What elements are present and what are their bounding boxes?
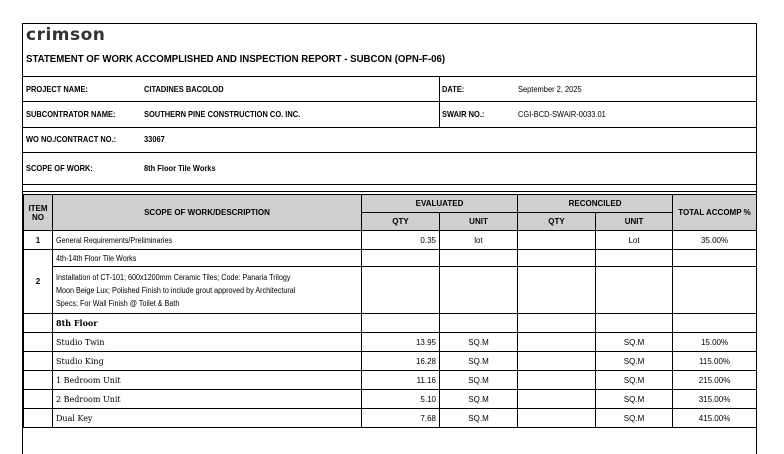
- reconciled-unit: SQ.M: [596, 390, 673, 409]
- item-description: General Requirements/Preliminaries: [56, 235, 173, 245]
- scope-header: SCOPE OF WORK/DESCRIPTION: [53, 195, 362, 231]
- evaluated-unit: lot: [440, 231, 518, 250]
- table-row: [24, 352, 757, 371]
- report-sheet: [22, 23, 757, 454]
- unit-type: Studio Twin: [53, 333, 362, 352]
- evaluated-qty-header: QTY: [362, 213, 440, 231]
- table-header-row: [24, 195, 757, 213]
- evaluated-unit: SQ.M: [440, 409, 518, 428]
- table-row: [24, 333, 757, 352]
- evaluated-unit-header: UNIT: [440, 213, 518, 231]
- unit-type: 1 Bedroom Unit: [53, 371, 362, 390]
- item-number: 1: [24, 231, 53, 250]
- reconciled-unit: SQ.M: [596, 352, 673, 371]
- total-accomp: 315.00%: [673, 390, 757, 409]
- total-accomp: 415.00%: [673, 409, 757, 428]
- table-row: [24, 231, 757, 250]
- total-accomp: 115.00%: [673, 352, 757, 371]
- unit-type: Studio King: [53, 352, 362, 371]
- accomplishment-table: [23, 194, 757, 428]
- unit-type: 2 Bedroom Unit: [53, 390, 362, 409]
- reconciled-qty: [518, 231, 596, 250]
- reconciled-unit: SQ.M: [596, 333, 673, 352]
- reconciled-header: RECONCILED: [518, 195, 673, 213]
- project-name-label: PROJECT NAME:: [26, 84, 88, 94]
- subcontractor-label: SUBCONTRATOR NAME:: [26, 109, 116, 119]
- unit-type: Dual Key: [53, 409, 362, 428]
- evaluated-qty: 5.10: [362, 390, 440, 409]
- project-name-value: CITADINES BACOLOD: [144, 84, 224, 94]
- item-no-header: ITEM NO: [24, 195, 53, 231]
- floor-label: 8th Floor: [53, 314, 362, 333]
- swair-label: SWAIR NO.:: [442, 109, 485, 119]
- total-accomp-header: TOTAL ACCOMP %: [673, 195, 757, 231]
- contract-no-label: WO NO./CONTRACT NO.:: [26, 134, 117, 144]
- total-accomp: 35.00%: [673, 231, 757, 250]
- evaluated-qty: 7.68: [362, 409, 440, 428]
- reconciled-qty-header: QTY: [518, 213, 596, 231]
- table-row: [24, 371, 757, 390]
- date-value: September 2, 2025: [518, 84, 582, 94]
- evaluated-unit: SQ.M: [440, 371, 518, 390]
- evaluated-unit: SQ.M: [440, 352, 518, 371]
- table-row: [24, 250, 757, 267]
- item-number: 2: [24, 250, 53, 314]
- table-row: [24, 267, 757, 314]
- reconciled-unit: Lot: [596, 231, 673, 250]
- evaluated-qty: 0.35: [362, 231, 440, 250]
- subcontractor-value: SOUTHERN PINE CONSTRUCTION CO. INC.: [144, 109, 301, 119]
- evaluated-unit: SQ.M: [440, 333, 518, 352]
- item-description: Installation of CT-101; 600x1200mm Ceramic Tiles; Code: Panaria Trilogy Moon Beige Lux; Polished Finish to include grout approved by Architectural Specs; For Wall Finish @ Toilet & Bath: [53, 267, 362, 314]
- date-label: DATE:: [442, 84, 465, 94]
- item-subheading: 4th-14th Floor Tile Works: [56, 253, 137, 263]
- evaluated-qty: 13.95: [362, 333, 440, 352]
- scope-of-work-label: SCOPE OF WORK:: [26, 163, 93, 173]
- evaluated-qty: 16.28: [362, 352, 440, 371]
- reconciled-unit: SQ.M: [596, 409, 673, 428]
- reconciled-unit-header: UNIT: [596, 213, 673, 231]
- evaluated-header: EVALUATED: [362, 195, 518, 213]
- table-row: [24, 409, 757, 428]
- scope-of-work-value: 8th Floor Tile Works: [144, 163, 216, 173]
- contract-no-value: 33067: [144, 134, 165, 144]
- company-logo-text: crimson: [26, 25, 106, 45]
- swair-value: CGI-BCD-SWAIR-0033.01: [518, 109, 606, 119]
- evaluated-qty: 11.16: [362, 371, 440, 390]
- total-accomp: 15.00%: [673, 333, 757, 352]
- total-accomp: 215.00%: [673, 371, 757, 390]
- evaluated-unit: SQ.M: [440, 390, 518, 409]
- document-title: STATEMENT OF WORK ACCOMPLISHED AND INSPECTION REPORT - SUBCON (OPN-F-06): [26, 53, 446, 65]
- table-row: [24, 390, 757, 409]
- reconciled-unit: SQ.M: [596, 371, 673, 390]
- table-row: [24, 314, 757, 333]
